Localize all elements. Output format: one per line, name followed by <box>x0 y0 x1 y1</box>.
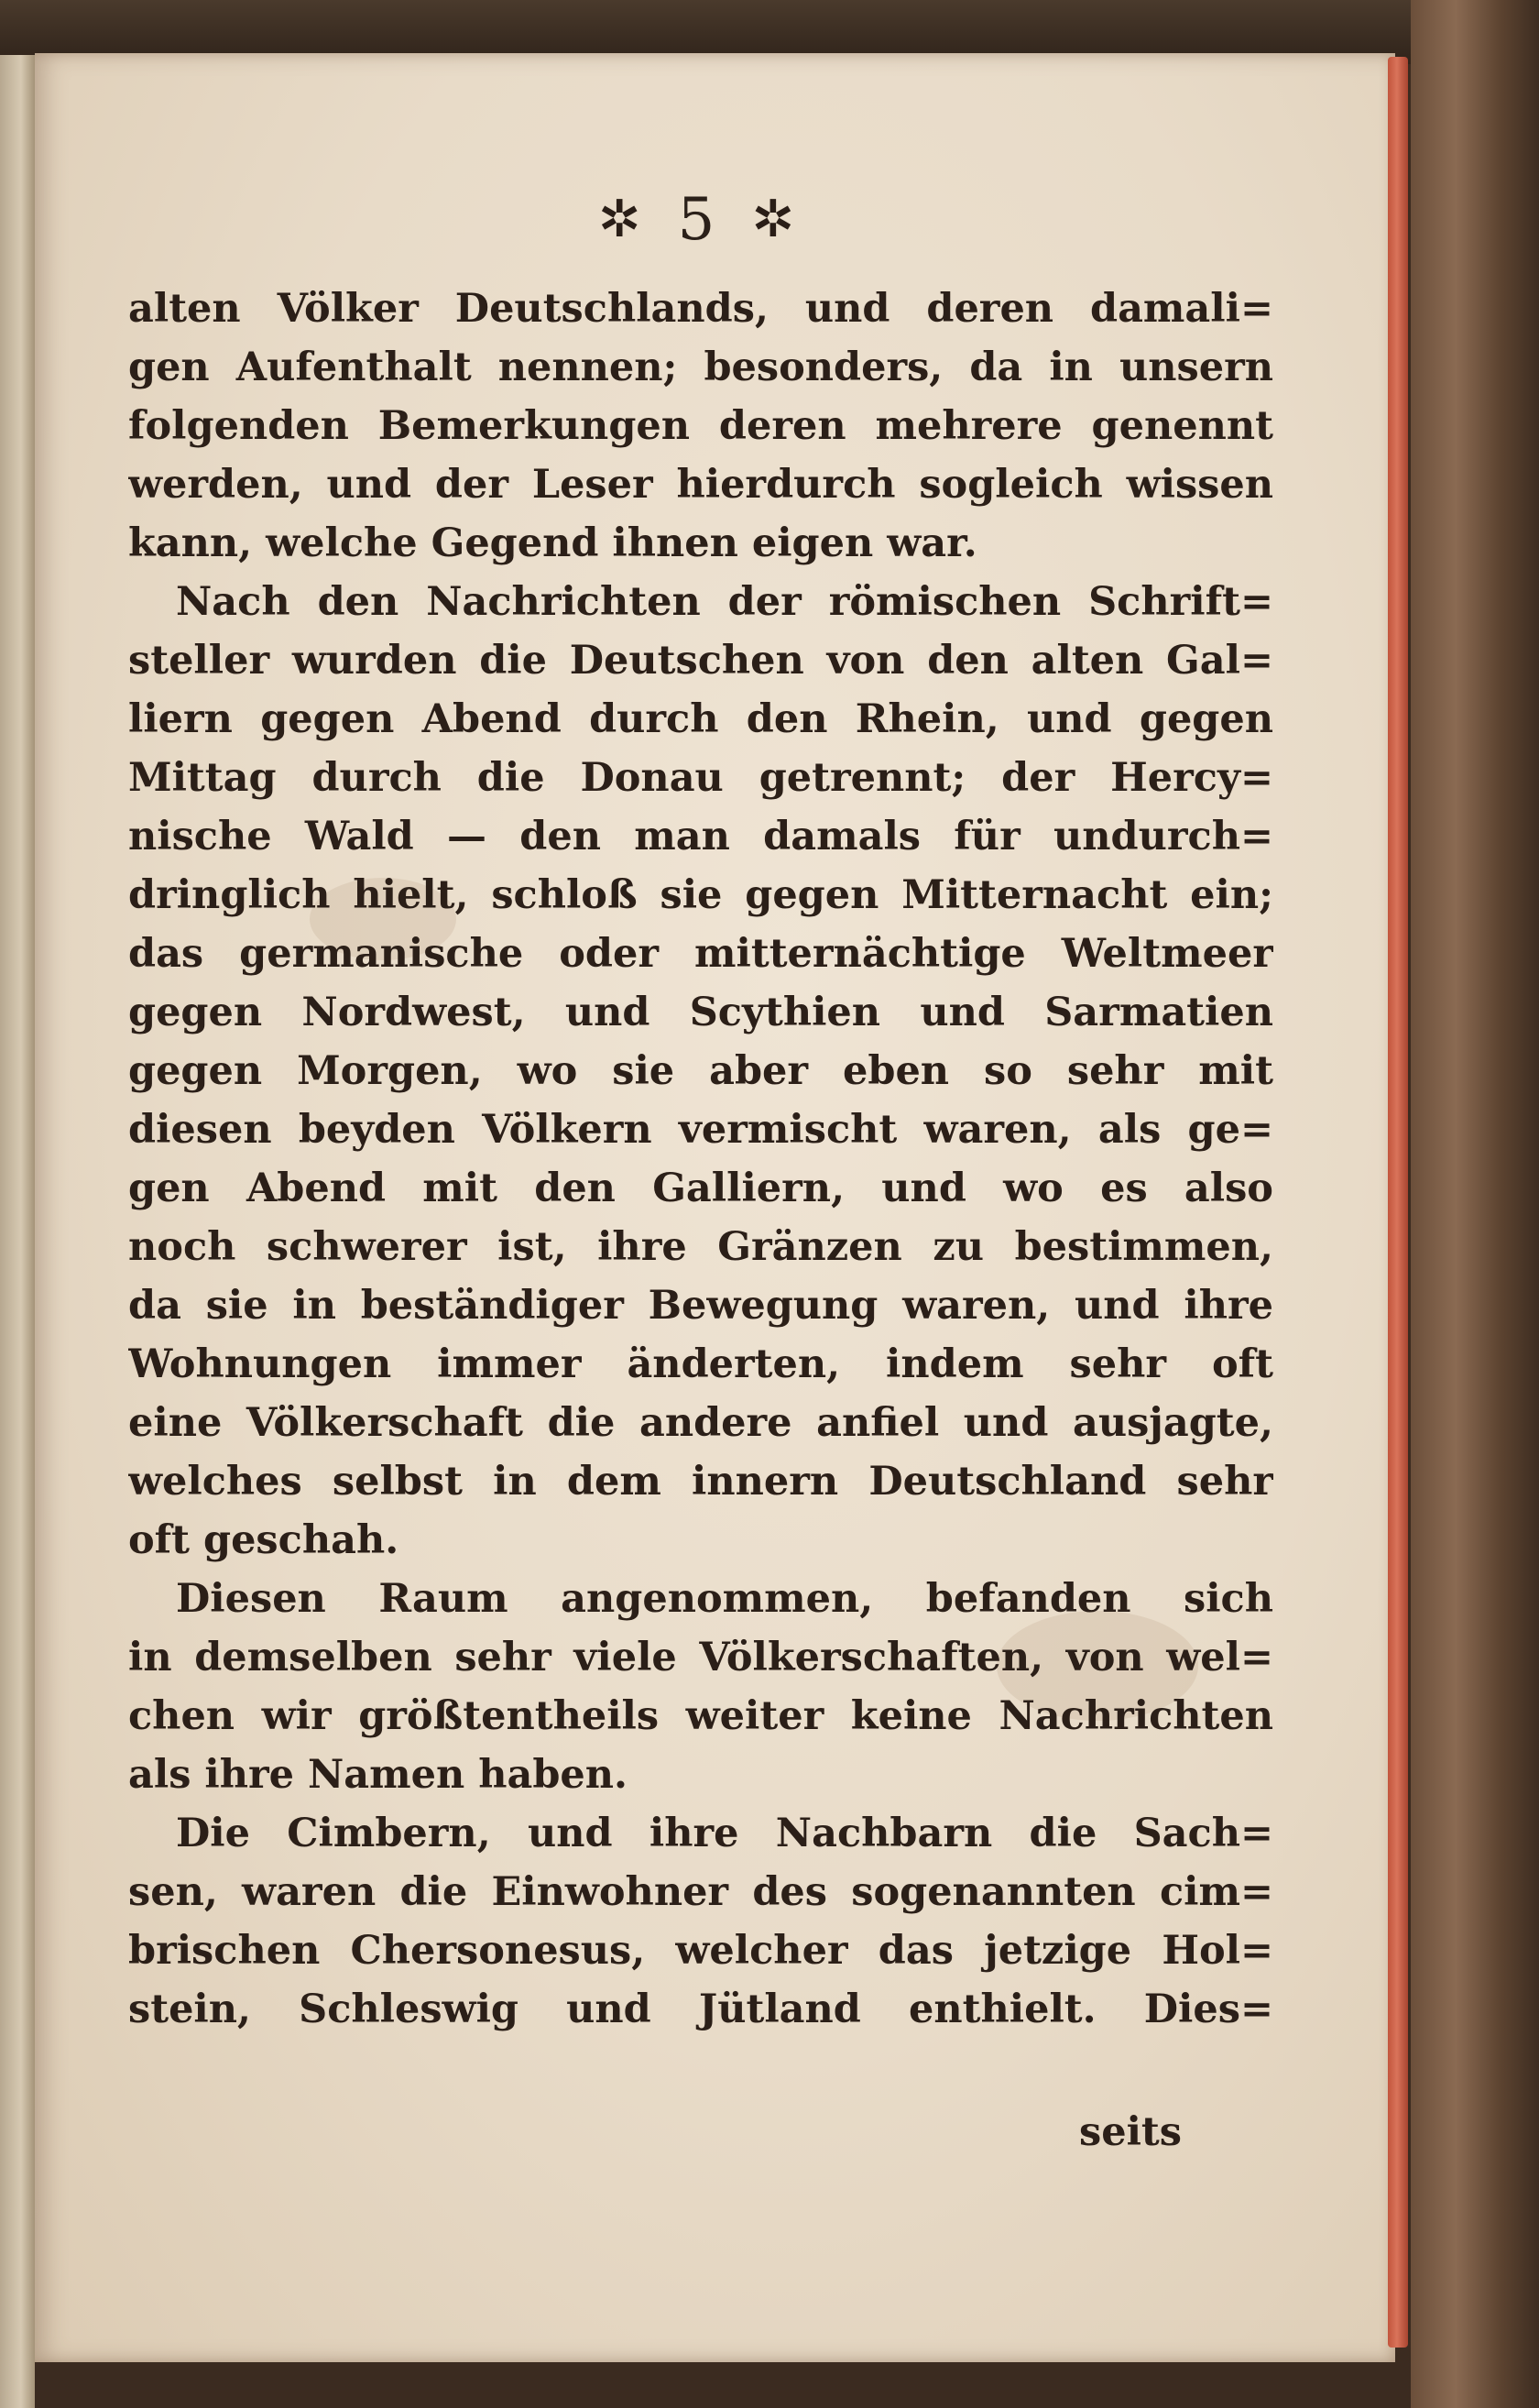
text-line: gen Aufenthalt nennen; besonders, da in unsern <box>128 345 1273 390</box>
text-line: folgenden Bemerkungen deren mehrere genennt <box>128 403 1273 449</box>
text-line: stein, Schleswig und Jütland enthielt. Dies= <box>128 1987 1273 2032</box>
text-line: gen Abend mit den Galliern, und wo es also <box>128 1166 1273 1211</box>
text-line: liern gegen Abend durch den Rhein, und gegen <box>128 696 1273 742</box>
text-line: als ihre Namen haben. <box>128 1752 628 1798</box>
text-line: welches selbst in dem innern Deutschland sehr <box>128 1459 1273 1505</box>
text-line: steller wurden die Deutschen von den alten Gal= <box>128 638 1273 684</box>
page-number: 5 <box>677 186 715 254</box>
page-header <box>513 179 879 261</box>
text-line: Nach den Nachrichten der römischen Schrift= <box>176 579 1273 625</box>
text-line: dringlich hielt, schloß sie gegen Mitternacht ein; <box>128 872 1273 918</box>
text-line: oft geschah. <box>128 1517 399 1563</box>
text-line: brischen Chersonesus, welcher das jetzige Hol= <box>128 1928 1273 1974</box>
facing-page-edge <box>0 55 35 2408</box>
page-red-edge <box>1388 57 1408 2348</box>
text-line: nische Wald — den man damals für undurch= <box>128 814 1273 859</box>
text-line: Mittag durch die Donau getrennt; der Hercy= <box>128 755 1273 801</box>
text-line: diesen beyden Völkern vermischt waren, als ge= <box>128 1107 1273 1153</box>
text-line: sen, waren die Einwohner des sogenannten cim= <box>128 1869 1273 1915</box>
text-line: das germanische oder mitternächtige Weltmeer <box>128 931 1273 977</box>
text-line: werden, und der Leser hierdurch sogleich wissen <box>128 462 1273 508</box>
text-line: noch schwerer ist, ihre Gränzen zu bestimmen, <box>128 1224 1273 1270</box>
text-line: gegen Nordwest, und Scythien und Sarmatien <box>128 990 1273 1035</box>
catchword: seits <box>1079 2109 1182 2155</box>
text-line: alten Völker Deutschlands, und deren damali= <box>128 286 1273 332</box>
text-line: Wohnungen immer änderten, indem sehr oft <box>128 1341 1273 1387</box>
text-line: in demselben sehr viele Völkerschaften, von wel= <box>128 1635 1273 1680</box>
text-line: da sie in beständiger Bewegung waren, und ihre <box>128 1283 1273 1329</box>
text-line: eine Völkerschaft die andere anfiel und ausjagte, <box>128 1400 1273 1446</box>
text-line: Die Cimbern, und ihre Nachbarn die Sach= <box>176 1811 1273 1856</box>
text-line: Diesen Raum angenommen, befanden sich <box>176 1576 1273 1622</box>
text-line: gegen Morgen, wo sie aber eben so sehr mit <box>128 1048 1273 1094</box>
text-line: chen wir größtentheils weiter keine Nachrichten <box>128 1693 1273 1739</box>
text-line: kann, welche Gegend ihnen eigen war. <box>128 520 977 566</box>
ornament-left-icon: ✲ <box>597 190 641 249</box>
ornament-right-icon: ✲ <box>751 190 795 249</box>
book-binding <box>1411 0 1539 2408</box>
body-text <box>128 279 1273 2039</box>
